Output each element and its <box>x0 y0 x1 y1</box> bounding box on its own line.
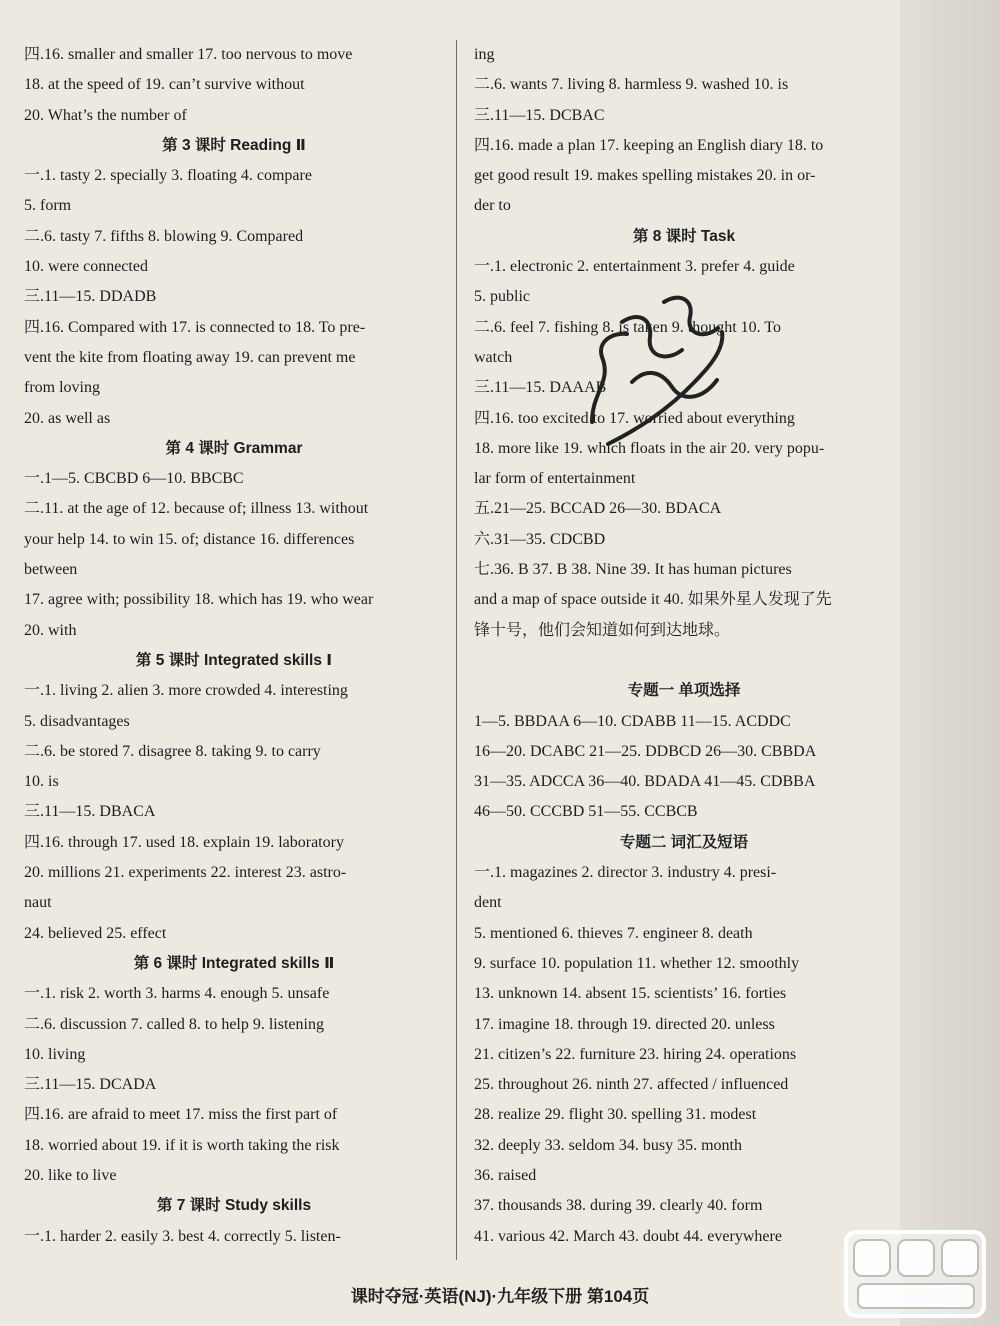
answer-line: 二.11. at the age of 12. because of; illness 13. without <box>24 500 369 518</box>
answer-line <box>474 646 894 676</box>
answer-line: from loving <box>24 379 100 397</box>
answer-line: your help 14. to win 15. of; distance 16. differences <box>24 530 355 548</box>
section-heading: 第 7 课时 Study skills <box>156 1197 312 1215</box>
answer-line: 二.6. tasty 7. fifths 8. blowing 9. Compared <box>24 227 304 245</box>
section-heading: 第 4 课时 Grammar <box>165 439 303 457</box>
answer-line: 一.1. living 2. alien 3. more crowded 4. interesting <box>24 682 348 700</box>
answer-line: 17. agree with; possibility 18. which has 19. who wear <box>24 591 374 609</box>
answer-line: 一.1. harder 2. easily 3. best 4. correctly 5. listen- <box>24 1227 341 1245</box>
answer-line: 10. living <box>24 1045 86 1063</box>
answer-line: 31—35. ADCCA 36—40. BDADA 41—45. CDBBA <box>474 773 816 791</box>
page-footer: 课时夺冠·英语(NJ)·九年级下册 第104页 <box>350 1287 650 1306</box>
answer-line: 10. is <box>24 773 59 791</box>
answer-line: 三.11—15. DCBAC <box>474 106 605 124</box>
answer-line: 一.1. risk 2. worth 3. harms 4. enough 5. unsafe <box>24 985 330 1003</box>
answer-line: 四.16. too excited to 17. worried about everything <box>474 409 795 427</box>
answer-line: 三.11—15. DCADA <box>24 1076 157 1094</box>
answer-line: 三.11—15. DDADB <box>24 288 157 306</box>
answer-line: 18. more like 19. which floats in the air 20. very popu- <box>474 439 825 457</box>
section-heading: 第 3 课时 Reading Ⅱ <box>162 136 306 154</box>
answer-line: 一.1—5. CBCBD 6—10. BBCBC <box>24 470 244 488</box>
answer-line: 四.16. smaller and smaller 17. too nervous to move <box>24 46 353 63</box>
right-column <box>474 40 894 1252</box>
answer-line: 二.6. wants 7. living 8. harmless 9. washed 10. is <box>474 76 789 94</box>
answer-line: 46—50. CCCBD 51—55. CCBCB <box>474 803 698 821</box>
answer-line: and a map of space outside it 40. 如果外星人发现了先 <box>474 591 832 609</box>
answer-line: 20. What’s the number of <box>24 106 187 124</box>
answer-line: 二.6. be stored 7. disagree 8. taking 9. to carry <box>24 742 321 760</box>
answer-line: 四.16. through 17. used 18. explain 19. laboratory <box>24 833 344 851</box>
answer-line: 四.16. made a plan 17. keeping an English diary 18. to <box>474 136 824 154</box>
answer-line: lar form of entertainment <box>474 470 636 488</box>
answer-line: 20. as well as <box>24 409 111 427</box>
answer-line: 25. throughout 26. ninth 27. affected / influenced <box>474 1076 789 1094</box>
answer-line: 36. raised <box>474 1166 537 1184</box>
left-column <box>24 40 444 1252</box>
section-heading: 第 5 课时 Integrated skills Ⅰ <box>135 651 333 669</box>
section-heading: 专题一 单项选择 <box>627 682 741 700</box>
answer-line: 16—20. DCABC 21—25. DDBCD 26—30. CBBDA <box>474 742 817 760</box>
answer-line: 一.1. tasty 2. specially 3. floating 4. compare <box>24 167 312 185</box>
answer-line: between <box>24 561 78 579</box>
answer-line: 24. believed 25. effect <box>24 924 167 942</box>
answer-line: 17. imagine 18. through 19. directed 20. unless <box>474 1015 775 1033</box>
answer-line: 18. worried about 19. if it is worth taking the risk <box>24 1136 340 1154</box>
answer-line: ing <box>474 46 495 63</box>
answer-line: 一.1. magazines 2. director 3. industry 4. presi- <box>474 864 777 882</box>
page-edge-shadow <box>900 0 1000 1326</box>
section-heading: 第 6 课时 Integrated skills Ⅱ <box>133 954 335 972</box>
answer-line: 20. like to live <box>24 1166 117 1184</box>
answer-line: naut <box>24 894 52 912</box>
answer-line: 三.11—15. DBACA <box>24 803 156 821</box>
answer-line: 七.36. B 37. B 38. Nine 39. It has human pictures <box>474 561 792 579</box>
answer-line: 锋十号，他们会知道如何到达地球。 <box>474 621 731 639</box>
answer-line: 二.6. discussion 7. called 8. to help 9. listening <box>24 1015 324 1033</box>
answer-line: 5. disadvantages <box>24 712 130 730</box>
section-heading: 专题二 词汇及短语 <box>619 833 749 851</box>
answer-line: 1—5. BBDAA 6—10. CDABB 11—15. ACDDC <box>474 712 791 730</box>
column-divider <box>456 40 457 1260</box>
answer-line: der to <box>474 197 511 215</box>
answer-line: 32. deeply 33. seldom 34. busy 35. month <box>474 1136 742 1154</box>
answer-line: 5. mentioned 6. thieves 7. engineer 8. death <box>474 924 753 942</box>
answer-line: dent <box>474 894 502 912</box>
answer-line: 四.16. are afraid to meet 17. miss the first part of <box>24 1106 338 1124</box>
answer-line: 六.31—35. CDCBD <box>474 530 606 548</box>
answer-line: 五.21—25. BCCAD 26—30. BDACA <box>474 500 722 518</box>
answer-line: 二.6. feel 7. fishing 8. is taken 9. thought 10. To <box>474 318 782 336</box>
answer-line: 三.11—15. DAAAB <box>474 379 607 397</box>
answer-line: get good result 19. makes spelling mistakes 20. in or- <box>474 167 816 185</box>
answer-line: 20. millions 21. experiments 22. interest 23. astro- <box>24 864 347 882</box>
answer-line: watch <box>474 348 513 366</box>
answer-line: 21. citizen’s 22. furniture 23. hiring 24. operations <box>474 1045 797 1063</box>
answer-line: 37. thousands 38. during 39. clearly 40. form <box>474 1197 763 1215</box>
answer-line: 13. unknown 14. absent 15. scientists’ 16. forties <box>474 985 787 1003</box>
answer-line: 四.16. Compared with 17. is connected to 18. To pre- <box>24 318 366 336</box>
answer-line: 18. at the speed of 19. can’t survive without <box>24 76 305 94</box>
section-heading: 第 8 课时 Task <box>632 227 736 245</box>
answer-line: vent the kite from floating away 19. can prevent me <box>24 348 356 366</box>
answer-line: 5. public <box>474 288 530 306</box>
answer-line: 5. form <box>24 197 72 215</box>
answer-line: 9. surface 10. population 11. whether 12. smoothly <box>474 954 800 972</box>
answer-line: 41. various 42. March 43. doubt 44. everywhere <box>474 1227 782 1245</box>
answer-line: 10. were connected <box>24 258 148 276</box>
answer-line: 一.1. electronic 2. entertainment 3. prefer 4. guide <box>474 258 795 276</box>
answer-line: 28. realize 29. flight 30. spelling 31. modest <box>474 1106 757 1124</box>
answer-line: 20. with <box>24 621 77 639</box>
